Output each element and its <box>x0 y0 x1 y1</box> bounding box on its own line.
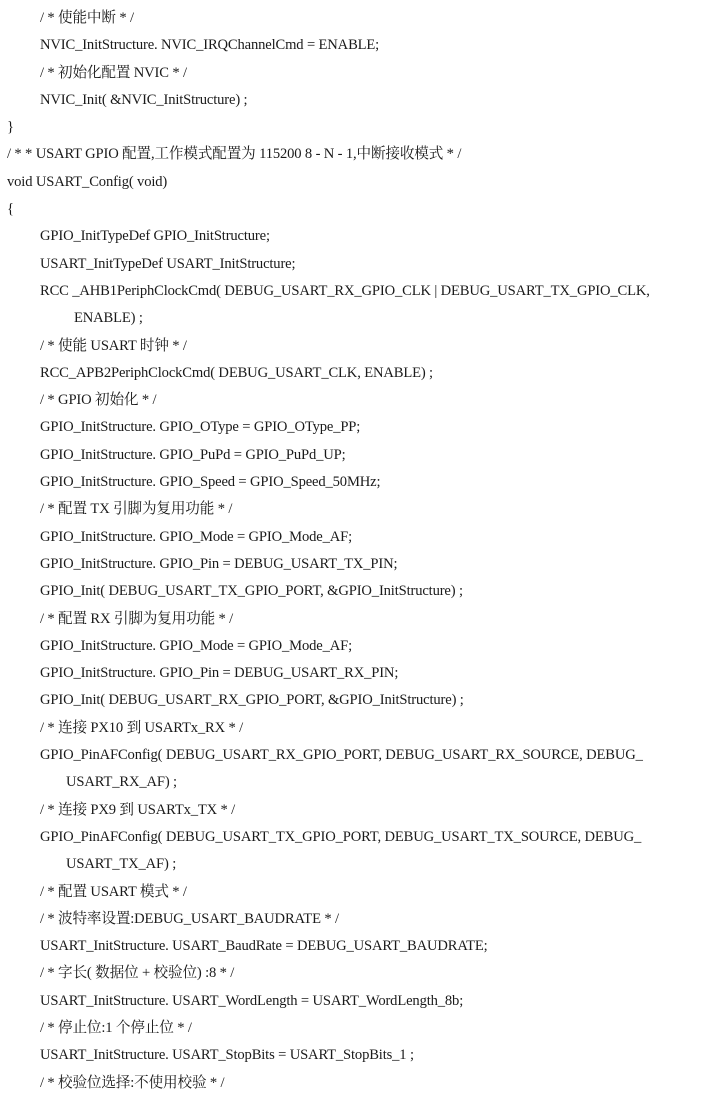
code-line-continuation: USART_RX_AF) ; <box>66 774 177 791</box>
code-line: GPIO_PinAFConfig( DEBUG_USART_RX_GPIO_PORT, DEBUG_USART_RX_SOURCE, DEBUG_ <box>40 747 643 764</box>
function-signature: void USART_Config( void) <box>7 173 168 190</box>
code-opening-brace: { <box>7 201 14 218</box>
code-line: GPIO_InitStructure. GPIO_Pin = DEBUG_USART_RX_PIN; <box>40 665 399 682</box>
code-comment: / * * USART GPIO 配置,工作模式配置为 115200 8 - N - 1,中断接收模式 * / <box>7 146 462 163</box>
code-closing-brace: } <box>7 119 14 136</box>
code-line: USART_InitStructure. USART_StopBits = USART_StopBits_1 ; <box>40 1047 414 1064</box>
code-comment: / * 使能 USART 时钟 * / <box>40 337 187 354</box>
code-line: GPIO_Init( DEBUG_USART_TX_GPIO_PORT, &GPIO_InitStructure) ; <box>40 583 463 600</box>
code-line: GPIO_InitStructure. GPIO_Mode = GPIO_Mode_AF; <box>40 528 352 545</box>
code-line: USART_InitTypeDef USART_InitStructure; <box>40 255 296 272</box>
code-line-continuation: ENABLE) ; <box>74 310 143 327</box>
code-line: GPIO_InitStructure. GPIO_Pin = DEBUG_USART_TX_PIN; <box>40 555 398 572</box>
code-line: RCC _AHB1PeriphClockCmd( DEBUG_USART_RX_GPIO_CLK | DEBUG_USART_TX_GPIO_CLK, <box>40 282 650 299</box>
code-comment: / * GPIO 初始化 * / <box>40 392 157 409</box>
code-line: NVIC_Init( &NVIC_InitStructure) ; <box>40 91 248 108</box>
code-comment: / * 初始化配置 NVIC * / <box>40 64 187 81</box>
code-line: GPIO_Init( DEBUG_USART_RX_GPIO_PORT, &GPIO_InitStructure) ; <box>40 692 464 709</box>
code-comment: / * 配置 USART 模式 * / <box>40 883 187 900</box>
code-comment: / * 停止位:1 个停止位 * / <box>40 1019 192 1036</box>
code-comment: / * 连接 PX10 到 USARTx_RX * / <box>40 719 244 736</box>
code-line: GPIO_InitStructure. GPIO_OType = GPIO_OType_PP; <box>40 419 361 436</box>
code-line-continuation: USART_TX_AF) ; <box>66 856 177 873</box>
code-line: USART_InitStructure. USART_BaudRate = DEBUG_USART_BAUDRATE; <box>40 938 488 955</box>
code-line: GPIO_InitStructure. GPIO_Speed = GPIO_Speed_50MHz; <box>40 474 381 491</box>
code-line: GPIO_InitStructure. GPIO_Mode = GPIO_Mode_AF; <box>40 637 352 654</box>
code-comment: / * 校验位选择:不使用校验 * / <box>40 1074 225 1091</box>
code-line: GPIO_PinAFConfig( DEBUG_USART_TX_GPIO_PORT, DEBUG_USART_TX_SOURCE, DEBUG_ <box>40 828 642 845</box>
code-comment: / * 波特率设置:DEBUG_USART_BAUDRATE * / <box>40 910 339 927</box>
code-comment: / * 配置 RX 引脚为复用功能 * / <box>40 610 234 627</box>
code-line: GPIO_InitStructure. GPIO_PuPd = GPIO_PuPd_UP; <box>40 446 346 463</box>
code-comment: / * 配置 TX 引脚为复用功能 * / <box>40 501 233 518</box>
code-comment: / * 字长( 数据位 + 校验位) :8 * / <box>40 965 235 982</box>
code-line: USART_InitStructure. USART_WordLength = USART_WordLength_8b; <box>40 992 464 1009</box>
code-line: NVIC_InitStructure. NVIC_IRQChannelCmd = ENABLE; <box>40 37 380 54</box>
code-line: GPIO_InitTypeDef GPIO_InitStructure; <box>40 228 270 245</box>
code-comment: / * 使能中断 * / <box>40 10 134 26</box>
code-line: RCC_APB2PeriphClockCmd( DEBUG_USART_CLK, ENABLE) ; <box>40 364 433 381</box>
code-comment: / * 连接 PX9 到 USARTx_TX * / <box>40 801 236 818</box>
